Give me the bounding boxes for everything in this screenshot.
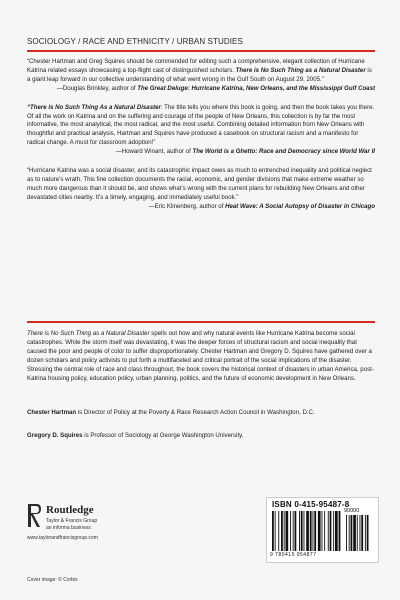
bio-squires (27, 432, 375, 441)
blurb-winant (27, 104, 375, 157)
middle-divider (27, 321, 375, 323)
bio-text: is Professor of Sociology at George Washington University. (82, 432, 244, 439)
bio-name: Chester Hartman (27, 409, 77, 416)
barcode-digits: 9 780415 954877 (270, 552, 317, 558)
description-text: spells out how and why natural events like Hurricane Katrina become social catastrophes. While the storm itself was devastating, it was the deeper forces of structural racism and social inequality that caused the poor and people of color to suffer disproportionately. Chester Hartman and Gregory D. Squires have gathered over a dozen scholars and policy activists to put forth a multifaceted and critical portrait of the social implications of the disaster. Stressing the central role of race and class throughout, the book covers the historical context of disasters in urban America, post-Katrina housing policy, education policy, urban planning, politics, and the future of economic development in New Orleans. (27, 330, 374, 382)
attribution-book: Heat Wave: A Social Autopsy of Disaster in Chicago (225, 202, 375, 210)
blurb-book-title: “There is No Such Thing As a Natural Disaster (27, 103, 161, 111)
bio-name: Gregory D. Squires (27, 432, 83, 439)
blurb-klinenberg (27, 167, 375, 212)
blurb-text (27, 58, 375, 85)
blurb-brinkley (27, 58, 375, 94)
blurb-text (27, 104, 375, 149)
attribution-book: The World is a Ghetto: Race and Democracy since World War II (192, 148, 375, 156)
cover-credit: Cover image: © Corbis (27, 577, 78, 583)
blurb-quote-start: “Hurricane Katrina was a social disaster, and its catastrophic impact owes as much to entrenched inequality and political neglect as to nature’s wrath. This fine collection documents the racial, economic, and gender divisions that make extreme weather so much more dangerous than it should be, and shows what’s wrong with the current plans for rebuilding New Orleans and other devastated cities nearby. It’s a timely, engaging, and immediately useful book.” (27, 167, 372, 201)
barcode-price-code: 90000 (344, 508, 360, 514)
blurb-attribution (27, 203, 375, 212)
blurb-quote-start: “Chester Hartman and Greg Squires should be commended for editing such a comprehensive, elegant collection of Hurricane Katrina related essays showcasing a top-flight cast of distinguished scholars. (27, 58, 365, 74)
publisher-logo (27, 500, 177, 560)
publisher-group: Taylor & Francis Group (46, 518, 98, 524)
blurb-attribution (27, 148, 375, 157)
bio-hartman (27, 409, 375, 418)
description-book-title: There is No Such Thing as a Natural Disaster (27, 330, 150, 337)
publisher-name: Routledge (46, 504, 94, 516)
bio-text: is Director of Policy at the Poverty & Race Research Action Council in Washington, D.C. (76, 409, 315, 416)
book-description (27, 330, 375, 383)
top-divider (27, 50, 375, 52)
attribution-book: The Great Deluge: Hurricane Katrina, New Orleans, and the Mississippi Gulf Coast (137, 84, 375, 92)
attribution-author: —Eric Klinenberg, author of (148, 202, 226, 210)
category-label: SOCIOLOGY / RACE AND ETHNICITY / URBAN STUDIES (27, 37, 243, 46)
routledge-r-icon (27, 502, 43, 530)
blurb-text (27, 167, 375, 203)
publisher-tagline: an informa business (46, 525, 91, 531)
blurb-book-title: There is No Such Thing as a Natural Disaster (235, 66, 366, 74)
blurbs-section (27, 58, 375, 222)
blurb-attribution (27, 85, 375, 94)
blurb-quote-end: is a giant leap forward in our collective understanding of what went wrong in the Gulf South on August 29, 2005.” (27, 66, 372, 83)
publisher-website: www.taylorandfrancisgroup.com (27, 535, 98, 541)
barcode-icon (270, 511, 374, 553)
attribution-author: —Douglas Brinkley, author of (56, 84, 138, 92)
blurb-quote-end: : The title tells you where this book is going, and then the book takes you there. Of all the work on Katrina and on the suffering and courage of the people of New Orleans, this collection is by far the most informative, the most analytical, the most radical, and the most useful. Combining detailed information from New Orleans with thoughtful and practical analysis, Hartman and Squires have produced a casebook on structural racism and a manifesto for radical change. A must for classroom adoption!” (27, 103, 375, 147)
attribution-author: —Howard Winant, author of (115, 148, 193, 156)
isbn-label: ISBN 0-415-95487-8 (272, 500, 350, 509)
